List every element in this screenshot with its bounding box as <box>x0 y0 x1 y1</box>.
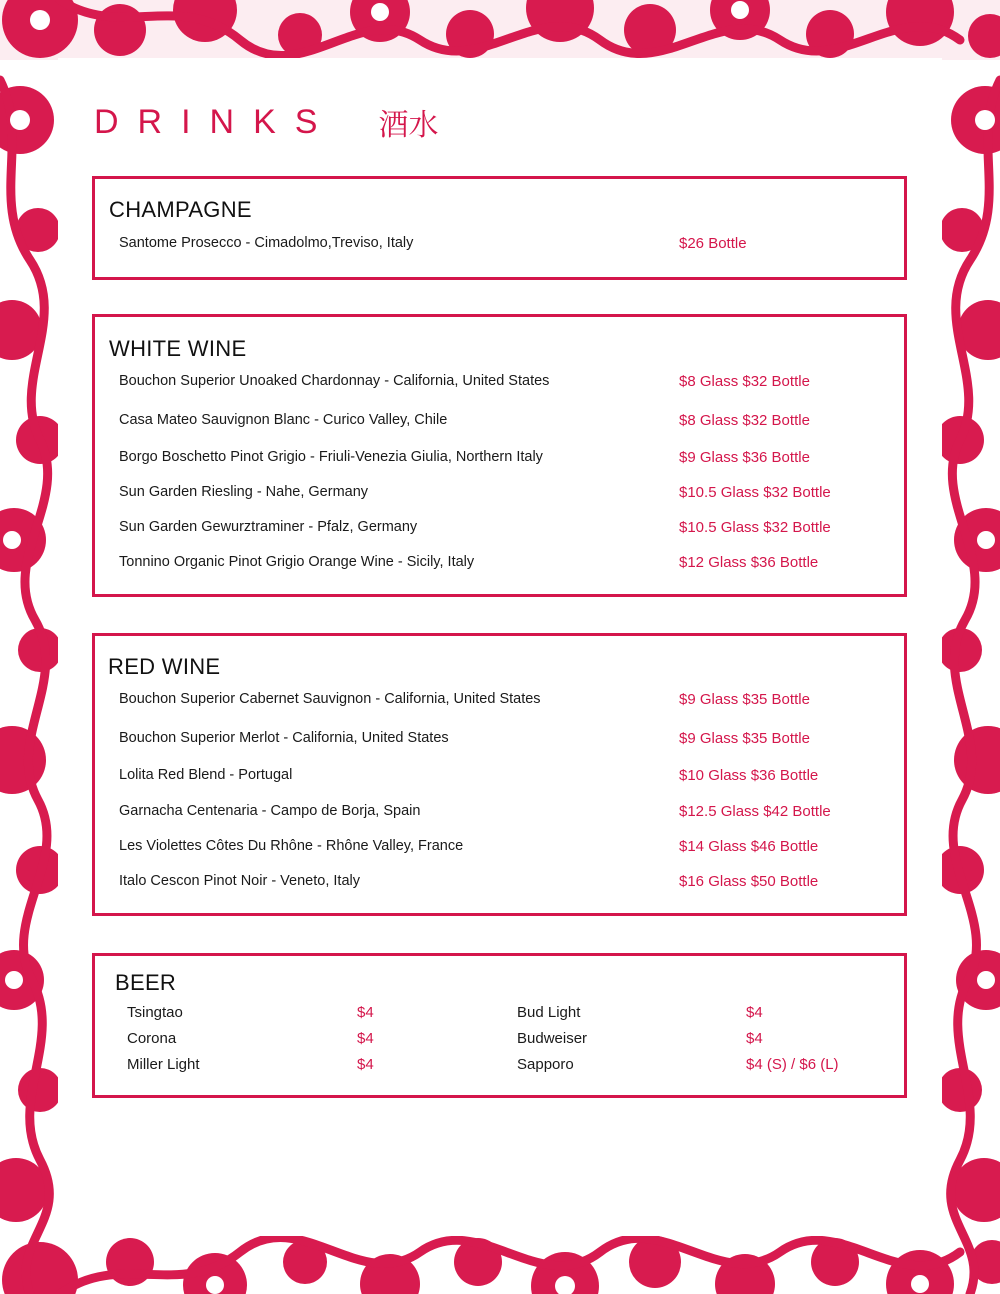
beer-name: Miller Light <box>127 1056 200 1073</box>
beer-item <box>95 1004 904 1024</box>
beer-price: $4 <box>357 1004 374 1021</box>
item-name: Santome Prosecco - Cimadolmo,Treviso, Italy <box>119 235 414 251</box>
beer-price: $4 (S) / $6 (L) <box>746 1056 839 1073</box>
beer-name: Corona <box>127 1030 177 1047</box>
item-price: $8 Glass $32 Bottle <box>679 412 810 429</box>
menu-item <box>95 484 904 504</box>
beer-price: $4 <box>746 1004 763 1021</box>
item-price: $12 Glass $36 Bottle <box>679 554 819 571</box>
menu-item <box>95 803 904 823</box>
page-title <box>94 100 438 144</box>
item-name: Tonnino Organic Pinot Grigio Orange Wine - Sicily, Italy <box>119 554 475 570</box>
item-name: Bouchon Superior Merlot - California, United States <box>119 730 449 746</box>
menu-item <box>95 373 904 393</box>
champagne-section <box>92 176 907 280</box>
beer-name: Tsingtao <box>127 1004 183 1021</box>
beer-name: Budweiser <box>517 1030 588 1047</box>
red-wine-section <box>92 633 907 916</box>
item-price: $9 Glass $35 Bottle <box>679 691 810 708</box>
beer-item <box>95 1056 904 1076</box>
item-price: $8 Glass $32 Bottle <box>679 373 810 390</box>
white-wine-section <box>92 314 907 597</box>
item-name: Sun Garden Gewurztraminer - Pfalz, Germany <box>119 519 418 535</box>
item-price: $9 Glass $35 Bottle <box>679 730 810 747</box>
item-name: Lolita Red Blend - Portugal <box>119 767 293 783</box>
menu-item <box>95 554 904 574</box>
menu-item <box>95 519 904 539</box>
menu-item <box>95 449 904 469</box>
item-price: $26 Bottle <box>679 235 747 252</box>
item-price: $12.5 Glass $42 Bottle <box>679 803 831 820</box>
item-price: $16 Glass $50 Bottle <box>679 873 819 890</box>
menu-item <box>95 838 904 858</box>
beer-price: $4 <box>357 1056 374 1073</box>
section-title: CHAMPAGNE <box>109 197 252 222</box>
beer-item <box>95 1030 904 1050</box>
menu-item <box>95 873 904 893</box>
beer-price: $4 <box>746 1030 763 1047</box>
title-chinese: 酒水 <box>378 108 439 143</box>
menu-item <box>95 730 904 750</box>
item-name: Casa Mateo Sauvignon Blanc - Curico Valley, Chile <box>119 412 448 428</box>
item-price: $10 Glass $36 Bottle <box>679 767 819 784</box>
item-name: Les Violettes Côtes Du Rhône - Rhône Valley, France <box>119 838 464 854</box>
section-title: BEER <box>115 970 177 995</box>
menu-item <box>95 691 904 711</box>
item-price: $9 Glass $36 Bottle <box>679 449 810 466</box>
beer-price: $4 <box>357 1030 374 1047</box>
title-english: DRINKS <box>94 102 337 141</box>
item-name: Borgo Boschetto Pinot Grigio - Friuli-Venezia Giulia, Northern Italy <box>119 449 543 465</box>
menu-item <box>95 767 904 787</box>
beer-name: Bud Light <box>517 1004 581 1021</box>
beer-section <box>92 953 907 1098</box>
section-title: WHITE WINE <box>109 336 247 361</box>
item-name: Bouchon Superior Unoaked Chardonnay - California, United States <box>119 373 550 389</box>
item-name: Bouchon Superior Cabernet Sauvignon - California, United States <box>119 691 541 707</box>
item-price: $14 Glass $46 Bottle <box>679 838 819 855</box>
section-title: RED WINE <box>108 654 221 679</box>
item-name: Italo Cescon Pinot Noir - Veneto, Italy <box>119 873 360 889</box>
item-price: $10.5 Glass $32 Bottle <box>679 484 831 501</box>
menu-item <box>95 235 904 255</box>
beer-name: Sapporo <box>517 1056 574 1073</box>
item-name: Sun Garden Riesling - Nahe, Germany <box>119 484 369 500</box>
menu-item <box>95 412 904 432</box>
item-name: Garnacha Centenaria - Campo de Borja, Spain <box>119 803 421 819</box>
item-price: $10.5 Glass $32 Bottle <box>679 519 831 536</box>
